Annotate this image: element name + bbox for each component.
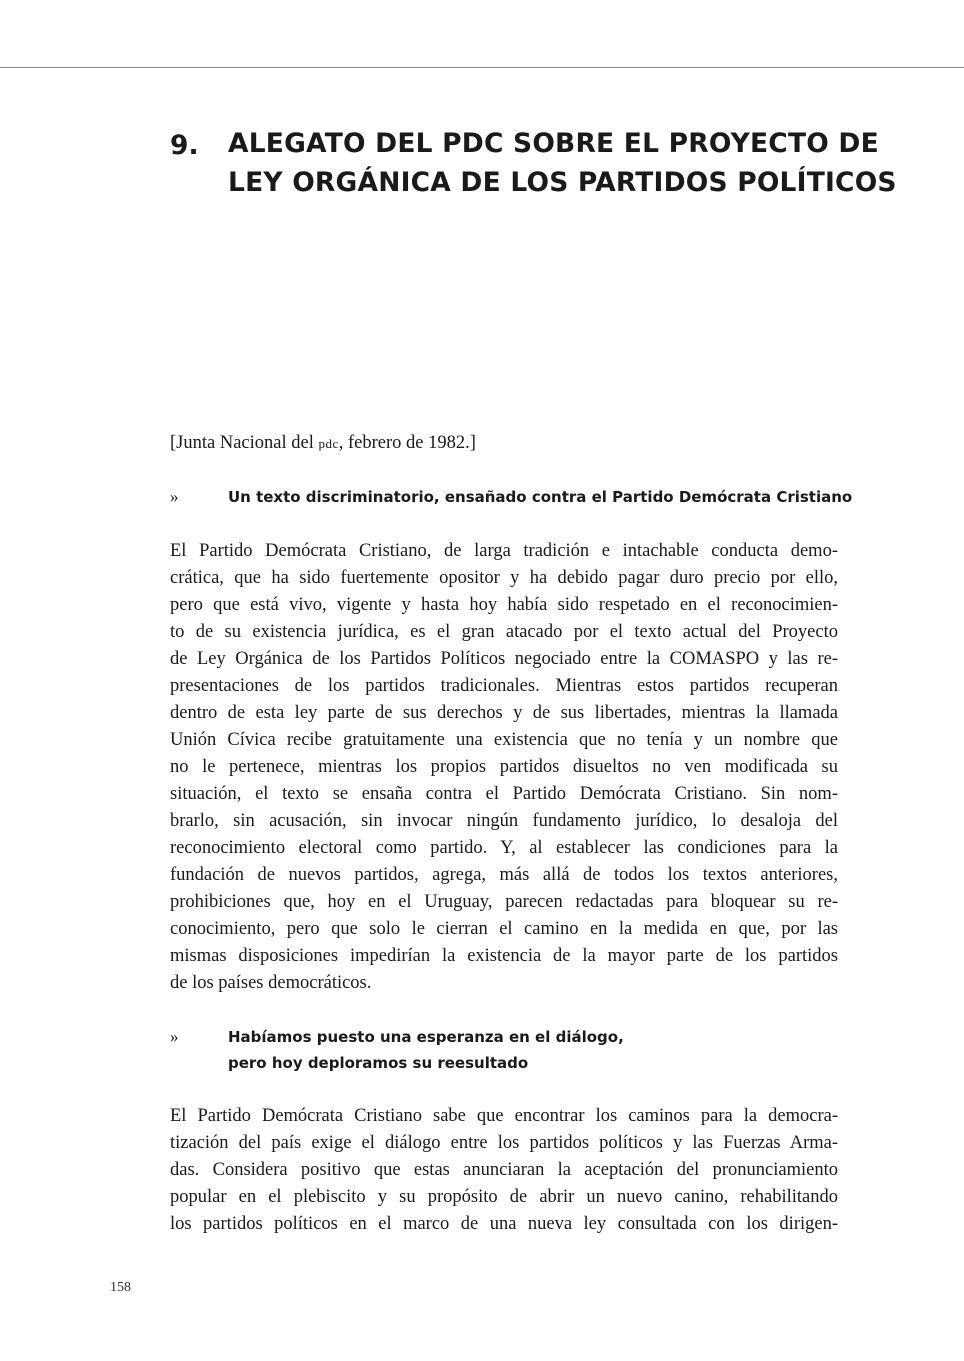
section-heading-line: pero hoy deploramos su reesultado — [228, 1054, 529, 1072]
paragraph-line: El Partido Demócrata Cristiano sabe que encontrar los caminos para la democra- — [170, 1106, 838, 1126]
paragraph-line: Unión Cívica recibe gratuitamente una existencia que no tenía y un nombre que — [170, 730, 838, 750]
paragraph-line: reconocimiento electoral como partido. Y, al establecer las condiciones para la — [170, 838, 838, 858]
paragraph-line: tización del país exige el diálogo entre los partidos políticos y las Fuerzas Arma- — [170, 1133, 838, 1153]
chapter-title — [228, 124, 897, 202]
paragraph-line: prohibiciones que, hoy en el Uruguay, parecen redactadas para bloquear su re- — [170, 892, 838, 912]
paragraph-line: presentaciones de los partidos tradicionales. Mientras estos partidos recuperan — [170, 676, 838, 696]
section-marker: » — [170, 487, 179, 506]
paragraph-line: situación, el texto se ensaña contra el Partido Demócrata Cristiano. Sin nom- — [170, 784, 838, 804]
paragraph-line: crática, que ha sido fuertemente opositor y ha debido pagar duro precio por ello, — [170, 568, 838, 588]
paragraph-line: popular en el plebiscito y su propósito de abrir un nuevo canino, rehabilitando — [170, 1187, 838, 1207]
section-heading-line: Habíamos puesto una esperanza en el diálogo, — [228, 1028, 624, 1046]
chapter-title-line: ALEGATO DEL PDC SOBRE EL PROYECTO DE — [228, 128, 879, 159]
body-paragraph — [170, 1103, 838, 1238]
paragraph-line: mismas disposiciones impedirían la existencia de la mayor parte de los partidos — [170, 946, 838, 966]
paragraph-line: to de su existencia jurídica, es el gran atacado por el texto actual del Proyecto — [170, 622, 838, 642]
section-heading-line: Un texto discriminatorio, ensañado contra el Partido Demócrata Cristiano — [228, 488, 853, 506]
paragraph-line: brarlo, sin acusación, sin invocar ningún fundamento jurídico, lo desaloja del — [170, 811, 838, 831]
paragraph-line: de los países democráticos. — [170, 973, 372, 993]
paragraph-line: das. Considera positivo que estas anunciaran la aceptación del pronunciamiento — [170, 1160, 838, 1180]
top-rule — [0, 67, 964, 68]
paragraph-line: fundación de nuevos partidos, agrega, más allá de todos los textos anteriores, — [170, 865, 838, 885]
chapter-title-line: LEY ORGÁNICA DE LOS PARTIDOS POLÍTICOS — [228, 167, 897, 198]
paragraph-line: pero que está vivo, vigente y hasta hoy había sido respetado en el reconocimien- — [170, 595, 838, 615]
source-note-prefix: [Junta Nacional del — [170, 433, 319, 453]
page-number: 158 — [110, 1280, 131, 1295]
paragraph-line: no le pertenece, mientras los propios partidos disueltos no ven modificada su — [170, 757, 838, 777]
paragraph-line: dentro de esta ley parte de sus derechos y de sus libertades, mientras la llamada — [170, 703, 838, 723]
source-note-abbr: pdc — [318, 436, 339, 451]
source-note — [170, 430, 850, 457]
paragraph-line: El Partido Demócrata Cristiano, de larga tradición e intachable conducta demo- — [170, 541, 838, 561]
chapter-number: 9. — [170, 130, 199, 161]
body-paragraph — [170, 538, 838, 997]
section-marker: » — [170, 1027, 179, 1046]
source-note-suffix: , febrero de 1982.] — [338, 433, 476, 453]
paragraph-line: de Ley Orgánica de los Partidos Políticos negociado entre la COMASPO y las re- — [170, 649, 838, 669]
paragraph-line: conocimiento, pero que solo le cierran el camino en la medida en que, por las — [170, 919, 838, 939]
paragraph-line: los partidos políticos en el marco de una nueva ley consultada con los dirigen- — [170, 1214, 838, 1234]
